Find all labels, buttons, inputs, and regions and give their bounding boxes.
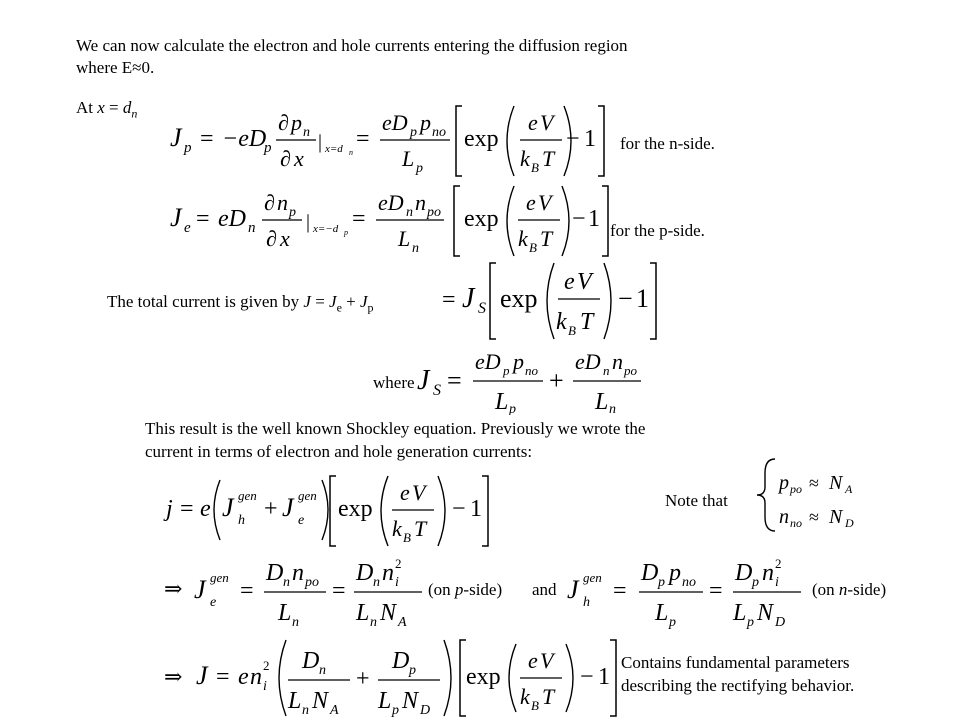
svg-text:eD: eD [382, 110, 408, 135]
note-that-label: Note that [665, 491, 728, 510]
generation-current-equation [162, 470, 492, 550]
svg-text:n: n [779, 506, 789, 528]
svg-text:D: D [356, 560, 374, 586]
svg-text:n: n [349, 148, 353, 157]
svg-text:J: J [567, 575, 579, 604]
svg-text:n: n [415, 190, 426, 215]
svg-text:p: p [747, 615, 754, 630]
svg-text:−: − [566, 126, 580, 152]
svg-text:+: + [549, 366, 564, 395]
svg-text:p: p [344, 228, 348, 237]
svg-text:p: p [409, 663, 416, 678]
svg-text:≈: ≈ [809, 507, 819, 527]
svg-text:L: L [733, 600, 747, 626]
hole-current-equation [160, 100, 590, 180]
svg-text:n: n [370, 615, 377, 630]
svg-text:D: D [845, 516, 854, 530]
svg-text:=: = [356, 126, 370, 152]
svg-text:=: = [180, 496, 194, 522]
svg-text:−: − [452, 496, 466, 522]
svg-text:p: p [513, 349, 524, 374]
svg-text:p: p [289, 205, 296, 220]
svg-text:−: − [580, 664, 594, 690]
svg-text:eD: eD [378, 190, 404, 215]
svg-text:p: p [392, 703, 399, 718]
svg-text:J: J [222, 493, 234, 522]
svg-text:⇒: ⇒ [164, 664, 183, 689]
svg-text:V: V [540, 648, 554, 673]
svg-text:p: p [420, 110, 431, 135]
svg-text:L: L [402, 146, 415, 171]
saturation-current-equation [415, 345, 675, 415]
svg-text:gen: gen [238, 488, 257, 503]
svg-text:k: k [520, 684, 530, 709]
svg-text:J: J [196, 661, 208, 690]
svg-text:L: L [595, 389, 609, 415]
on-p-side-label: (on p-side) [428, 580, 503, 599]
svg-text:no: no [682, 575, 696, 590]
svg-text:N: N [380, 600, 397, 626]
svg-text:no: no [525, 363, 538, 378]
svg-text:−: − [618, 284, 633, 313]
svg-text:L: L [278, 600, 292, 626]
shockley-line-1: This result is the well known Shockley equation. Previously we wrote the [145, 419, 646, 438]
svg-text:n: n [248, 220, 256, 236]
svg-text:e: e [210, 595, 217, 610]
on-n-side-label: (on n-side) [812, 580, 887, 599]
svg-text:L: L [288, 688, 302, 714]
svg-text:+: + [264, 496, 278, 522]
svg-text:A: A [845, 482, 853, 496]
svg-text:e: e [200, 496, 211, 522]
svg-text:J: J [417, 365, 430, 396]
svg-text:1: 1 [598, 664, 610, 690]
contains-line-1: Contains fundamental parameters [621, 653, 850, 672]
svg-text:A: A [398, 615, 407, 630]
svg-text:n: n [250, 664, 262, 690]
svg-text:=: = [196, 206, 210, 232]
svg-text:B: B [529, 240, 537, 255]
svg-text:=: = [613, 578, 627, 604]
svg-text:D: D [266, 560, 284, 586]
svg-text:no: no [790, 516, 802, 530]
svg-text:n: n [373, 575, 380, 590]
svg-text:exp: exp [464, 206, 499, 232]
svg-text:k: k [518, 226, 528, 251]
svg-text:−eD: −eD [222, 126, 267, 152]
intro-line-1: We can now calculate the electron and hole currents entering the diffusion region [76, 36, 628, 55]
svg-text:x=−d: x=−d [313, 223, 339, 235]
svg-text:L: L [398, 226, 411, 251]
svg-text:e: e [400, 480, 410, 505]
svg-text:N: N [829, 506, 843, 528]
svg-text:p: p [503, 363, 510, 378]
svg-text:+: + [356, 666, 370, 692]
svg-text:L: L [495, 389, 509, 415]
svg-text:V: V [412, 480, 426, 505]
svg-text:⇒: ⇒ [164, 576, 183, 601]
svg-text:n: n [612, 349, 623, 374]
svg-text:p: p [291, 110, 302, 135]
hole-generation-equation [565, 550, 805, 630]
svg-text:V: V [577, 269, 592, 295]
svg-text:L: L [655, 600, 669, 626]
svg-text:n: n [292, 560, 304, 586]
svg-text:=: = [332, 578, 346, 604]
svg-text:n: n [292, 615, 299, 630]
svg-text:D: D [735, 560, 753, 586]
svg-text:p: p [416, 161, 423, 176]
svg-text:gen: gen [210, 570, 229, 585]
svg-text:=: = [216, 664, 230, 690]
final-current-equation [160, 634, 620, 720]
svg-text:2: 2 [395, 556, 402, 571]
svg-text:N: N [757, 600, 774, 626]
svg-text:n: n [277, 190, 288, 215]
svg-text:p: p [669, 560, 681, 586]
svg-text:=: = [447, 366, 462, 395]
svg-text:=: = [240, 578, 254, 604]
svg-text:=: = [200, 126, 214, 152]
svg-text:i: i [395, 575, 399, 590]
svg-text:po: po [624, 363, 637, 378]
svg-text:e: e [184, 220, 191, 236]
svg-text:=: = [442, 287, 456, 313]
svg-text:n: n [382, 560, 394, 586]
svg-text:∂: ∂ [266, 226, 277, 251]
electron-current-equation [160, 180, 600, 260]
n-side-label: for the n-side. [620, 134, 715, 153]
svg-text:D: D [775, 615, 786, 630]
svg-text:L: L [356, 600, 370, 626]
svg-text:eD: eD [575, 349, 601, 374]
svg-text:|: | [318, 131, 323, 153]
svg-text:n: n [609, 402, 616, 415]
svg-text:exp: exp [464, 126, 499, 152]
hole-current-equation-tail [560, 100, 610, 180]
svg-text:J: J [462, 283, 475, 314]
svg-text:p: p [752, 575, 759, 590]
svg-text:e: e [526, 190, 536, 215]
svg-text:−: − [572, 206, 586, 232]
svg-text:p: p [669, 615, 676, 630]
svg-text:N: N [402, 688, 419, 714]
svg-text:n: n [412, 241, 419, 256]
svg-text:eD: eD [475, 349, 501, 374]
svg-text:e: e [528, 110, 538, 135]
total-current-equation [440, 255, 660, 345]
svg-text:D: D [420, 703, 431, 718]
svg-text:N: N [829, 472, 843, 494]
svg-text:N: N [312, 688, 329, 714]
svg-text:po: po [427, 205, 441, 220]
svg-text:∂: ∂ [278, 110, 289, 135]
svg-text:p: p [779, 472, 789, 494]
svg-text:V: V [540, 110, 554, 135]
svg-text:h: h [583, 595, 590, 610]
svg-text:e: e [238, 664, 249, 690]
svg-text:n: n [302, 703, 309, 718]
svg-text:x=d: x=d [325, 143, 343, 155]
svg-text:B: B [568, 323, 576, 338]
svg-text:J: J [282, 493, 294, 522]
svg-text:2: 2 [775, 556, 782, 571]
svg-text:A: A [330, 703, 339, 718]
svg-text:gen: gen [583, 570, 602, 585]
intro-line-2: where E≈0. [76, 58, 155, 77]
svg-text:=: = [709, 578, 723, 604]
svg-text:i: i [263, 679, 267, 694]
svg-text:1: 1 [470, 496, 482, 522]
svg-text:i: i [775, 575, 779, 590]
svg-text:T: T [580, 309, 594, 335]
svg-text:B: B [403, 530, 411, 545]
svg-text:exp: exp [466, 664, 501, 690]
svg-text:V: V [538, 190, 552, 215]
svg-text:1: 1 [588, 206, 600, 232]
svg-text:exp: exp [338, 496, 373, 522]
p-side-label: for the p-side. [610, 221, 705, 240]
shockley-line-2: current in terms of electron and hole generation currents: [145, 442, 533, 461]
svg-text:n: n [406, 205, 413, 220]
svg-text:J: J [194, 575, 206, 604]
svg-text:L: L [378, 688, 392, 714]
svg-text:B: B [531, 698, 539, 713]
svg-text:n: n [303, 125, 310, 140]
svg-text:|: | [306, 211, 311, 233]
svg-text:T: T [414, 516, 427, 541]
svg-text:n: n [603, 363, 610, 378]
svg-text:po: po [305, 575, 319, 590]
contains-line-2: describing the rectifying behavior. [621, 676, 855, 695]
svg-text:S: S [433, 382, 441, 399]
svg-text:j: j [166, 496, 173, 522]
and-label: and [532, 580, 557, 599]
svg-text:=: = [352, 206, 366, 232]
svg-text:T: T [542, 684, 555, 709]
svg-text:k: k [392, 516, 402, 541]
svg-text:no: no [432, 125, 446, 140]
svg-text:x: x [280, 226, 290, 251]
svg-text:e: e [564, 269, 575, 295]
svg-text:T: T [540, 226, 553, 251]
svg-text:eD: eD [218, 206, 246, 232]
electron-generation-equation [160, 550, 430, 630]
svg-text:2: 2 [263, 658, 270, 673]
svg-text:J: J [170, 203, 182, 232]
svg-text:∂: ∂ [264, 190, 275, 215]
svg-text:1: 1 [584, 126, 596, 152]
svg-text:h: h [238, 513, 245, 528]
svg-text:gen: gen [298, 488, 317, 503]
svg-text:p: p [658, 575, 665, 590]
svg-text:D: D [392, 648, 410, 674]
svg-text:p: p [410, 125, 417, 140]
svg-text:po: po [790, 482, 802, 496]
svg-text:k: k [556, 309, 567, 335]
svg-text:n: n [283, 575, 290, 590]
svg-text:∂: ∂ [280, 146, 291, 171]
svg-text:k: k [520, 146, 530, 171]
svg-text:n: n [762, 560, 774, 586]
svg-text:x: x [294, 146, 304, 171]
total-current-label: The total current is given by $J = J_e + J_p$ [107, 292, 374, 315]
svg-text:J: J [170, 123, 182, 152]
svg-text:n: n [319, 663, 326, 678]
where-label: where [373, 373, 415, 392]
svg-text:e: e [298, 513, 305, 528]
svg-text:T: T [542, 146, 555, 171]
svg-text:D: D [641, 560, 659, 586]
svg-text:≈: ≈ [809, 473, 819, 493]
svg-text:p: p [184, 140, 192, 156]
note-that-conditions [755, 455, 875, 535]
svg-text:p: p [509, 402, 516, 415]
svg-text:p: p [264, 140, 272, 156]
svg-text:e: e [528, 648, 538, 673]
svg-text:D: D [302, 648, 320, 674]
at-x-label: At $x = d_n$ [76, 98, 138, 121]
svg-text:exp: exp [500, 284, 538, 313]
svg-text:1: 1 [636, 284, 649, 313]
svg-text:B: B [531, 160, 539, 175]
svg-text:S: S [478, 300, 486, 317]
